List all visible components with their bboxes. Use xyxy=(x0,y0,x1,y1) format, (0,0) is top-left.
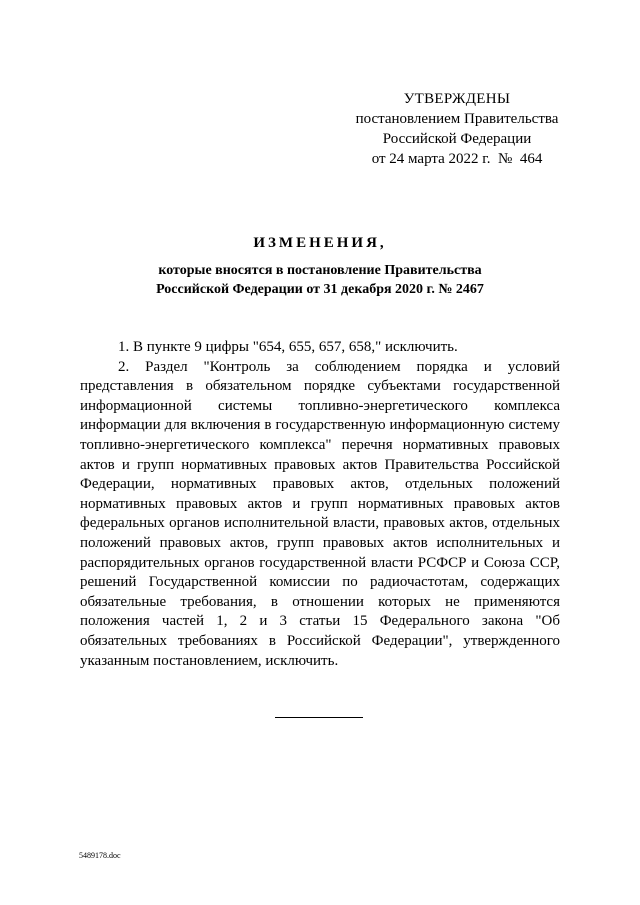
document-subtitle xyxy=(0,261,640,299)
approval-block xyxy=(347,89,567,169)
end-divider xyxy=(275,717,363,718)
footer-doc-code: 5489178.doc xyxy=(79,851,121,860)
subtitle-line-2: Российской Федерации от 31 декабря 2020 г. № 2467 xyxy=(156,282,484,297)
approval-line-government: постановлением Правительства xyxy=(355,111,559,127)
approval-status: УТВЕРЖДЕНЫ xyxy=(403,91,511,107)
paragraph-2: 2. Раздел "Контроль за соблюдением порядка и условий представления в обязательном порядке субъектами государственной информационной системы топливно-энергетического комплекса информации для включения в государственную информационную систему топливно-энергетического комплекса" перечня нормативных правовых актов и групп нормативных правовых актов Правительства Российской Федерации, нормативных правовых актов, отдельных положений нормативных правовых актов и групп нормативных правовых актов федеральных органов исполнительной власти, правовых актов, отдельных положений правовых актов, групп правовых актов исполнительных и распорядительных органов государственной власти РСФСР и Союза ССР, решений Государственной комиссии по радиочастотам, содержащих обязательные требования, в отношении которых не применяются положения частей 1, 2 и 3 статьи 15 Федерального закона "Об обязательных требованиях в Российской Федерации", утвержденного указанным постановлением, исключить. xyxy=(80,358,560,669)
approval-date-number: от 24 марта 2022 г. № 464 xyxy=(371,151,543,167)
document-title: ИЗМЕНЕНИЯ, xyxy=(253,235,387,251)
document-body xyxy=(80,338,560,671)
approval-line-federation: Российской Федерации xyxy=(382,131,532,147)
subtitle-line-1: которые вносятся в постановление Правительства xyxy=(158,263,482,278)
paragraph-1: 1. В пункте 9 цифры "654, 655, 657, 658," исключить. xyxy=(118,339,458,355)
